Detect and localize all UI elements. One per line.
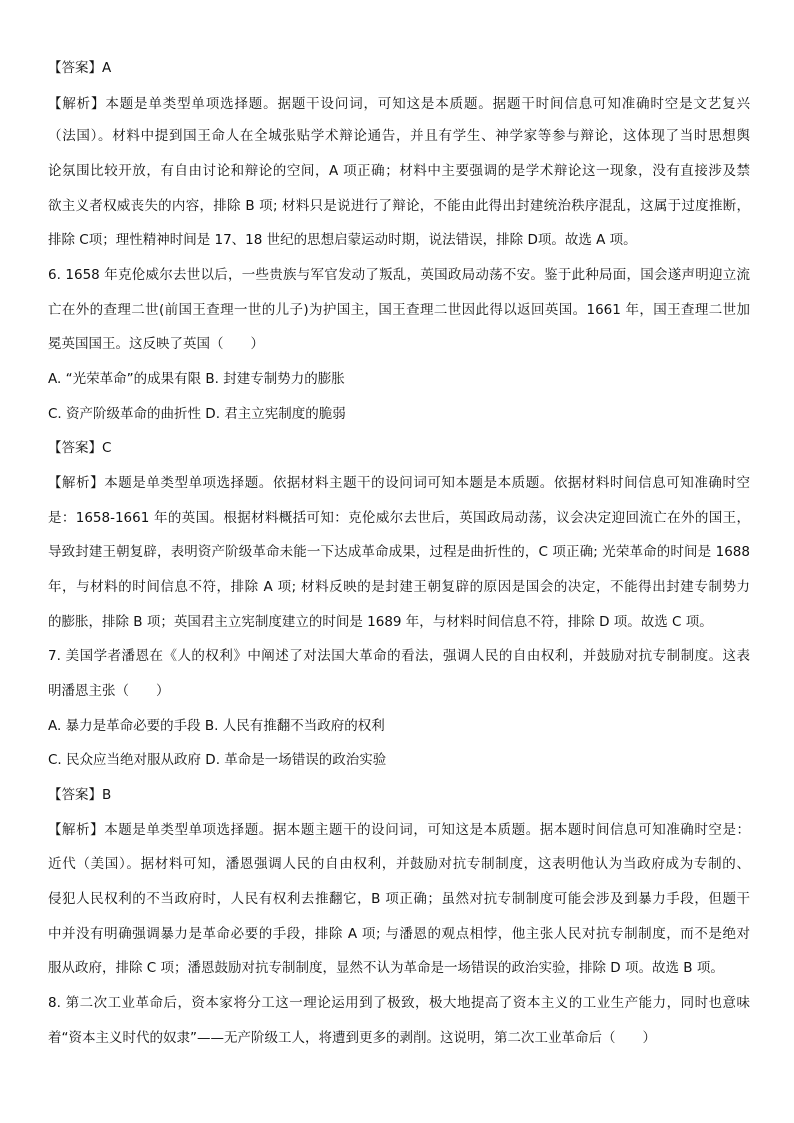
q7-options-row: C. 民众应当绝对服从政府 D. 革命是一场错误的政治实验 xyxy=(48,752,387,768)
q7-answer: 【答案】B xyxy=(48,787,112,803)
q7-analysis-line: 【解析】本题是单类型单项选择题。据本题主题干的设问词，可知这是本质题。据本题时间信息可知准确时空是： xyxy=(48,822,750,838)
q6-stem-line: 冕英国国王。这反映了英国（ ） xyxy=(48,336,264,352)
q6-options-row: A. “光荣革命”的成果有限 B. 封建专制势力的膨胀 xyxy=(48,371,345,387)
q7-analysis-line: 侵犯人民权利的不当政府时，人民有权利去推翻它，B 项正确；虽然对抗专制制度可能会涉及到暴力手段，但题干 xyxy=(48,891,750,907)
q8-stem-line: 着“资本主义时代的奴隶”——无产阶级工人，将遭到更多的剥削。这说明，第二次工业革命后（ ） xyxy=(48,1030,656,1046)
q7-analysis-line: 中并没有明确强调暴力是革命必要的手段，排除 A 项; 与潘恩的观点相悖，他主张人民对抗专制制度，而不是绝对 xyxy=(48,926,750,942)
q7-stem-line: 7. 美国学者潘恩在《人的权利》中阐述了对法国大革命的看法，强调人民的自由权利，并鼓励对抗专制制度。这表 xyxy=(48,648,750,664)
q7-analysis-line: 近代（美国）。据材料可知，潘恩强调人民的自由权利，并鼓励对抗专制制度，这表明他认为当政府成为专制的、 xyxy=(48,856,750,872)
q8-stem-line: 8. 第二次工业革命后，资本家将分工这一理论运用到了极致，极大地提高了资本主义的工业生产能力，同时也意味 xyxy=(48,995,750,1011)
q5-analysis-line: 【解析】本题是单类型单项选择题。据题干设问词，可知这是本质题。据题干时间信息可知准确时空是文艺复兴 xyxy=(48,96,750,112)
q5-analysis-line: 排除 C项；理性精神时间是 17、18 世纪的思想启蒙运动时期，说法错误，排除 D项。故选 A 项。 xyxy=(48,232,637,248)
q6-stem-line: 亡在外的查理二世(前国王查理一世的儿子)为护国主，国王查理二世因此得以返回英国。1661 年，国王查理二世加 xyxy=(48,302,750,318)
q6-analysis-line: 导致封建王朝复辟，表明资产阶级革命未能一下达成革命成果，过程是曲折性的，C 项正确; 光荣革命的时间是 1688 xyxy=(48,544,750,560)
q5-answer: 【答案】A xyxy=(48,60,112,76)
q5-analysis-line: （法国）。材料中提到国王命人在全城张贴学术辩论通告，并且有学生、神学家等参与辩论，这体现了当时思想舆 xyxy=(48,128,750,144)
q6-options-row: C. 资产阶级革命的曲折性 D. 君主立宪制度的脆弱 xyxy=(48,406,346,422)
q5-analysis-line: 欲主义者权威丧失的内容，排除 B 项; 材料只是说进行了辩论，不能由此得出封建统治秩序混乱，这属于过度推断， xyxy=(48,198,750,214)
q7-options-row: A. 暴力是革命必要的手段 B. 人民有推翻不当政府的权利 xyxy=(48,718,385,734)
q7-analysis-line: 服从政府，排除 C 项；潘恩鼓励对抗专制制度，显然不认为革命是一场错误的政治实验，排除 D 项。故选 B 项。 xyxy=(48,960,724,976)
q6-answer: 【答案】C xyxy=(48,440,112,456)
q6-analysis-line: 年，与材料的时间信息不符，排除 A 项; 材料反映的是封建王朝复辟的原因是国会的决定，不能得出封建专制势力 xyxy=(48,579,750,595)
q7-stem-line: 明潘恩主张（ ） xyxy=(48,683,170,699)
q6-analysis-line: 的膨胀，排除 B 项；英国君主立宪制度建立的时间是 1689 年，与材料时间信息不符，排除 D 项。故选 C 项。 xyxy=(48,614,713,630)
q5-analysis-line: 论氛围比较开放，有自由讨论和辩论的空间，A 项正确；材料中主要强调的是学术辩论这一现象，没有直接涉及禁 xyxy=(48,163,750,179)
q6-analysis-line: 【解析】本题是单类型单项选择题。依据材料主题干的设问词可知本题是本质题。依据材料时间信息可知准确时空 xyxy=(48,475,750,491)
q6-stem-line: 6. 1658 年克伦威尔去世以后，一些贵族与军官发动了叛乱，英国政局动荡不安。鉴于此种局面，国会遂声明迎立流 xyxy=(48,267,750,283)
q6-analysis-line: 是：1658-1661 年的英国。根据材料概括可知：克伦威尔去世后，英国政局动荡，议会决定迎回流亡在外的国王， xyxy=(48,510,750,526)
